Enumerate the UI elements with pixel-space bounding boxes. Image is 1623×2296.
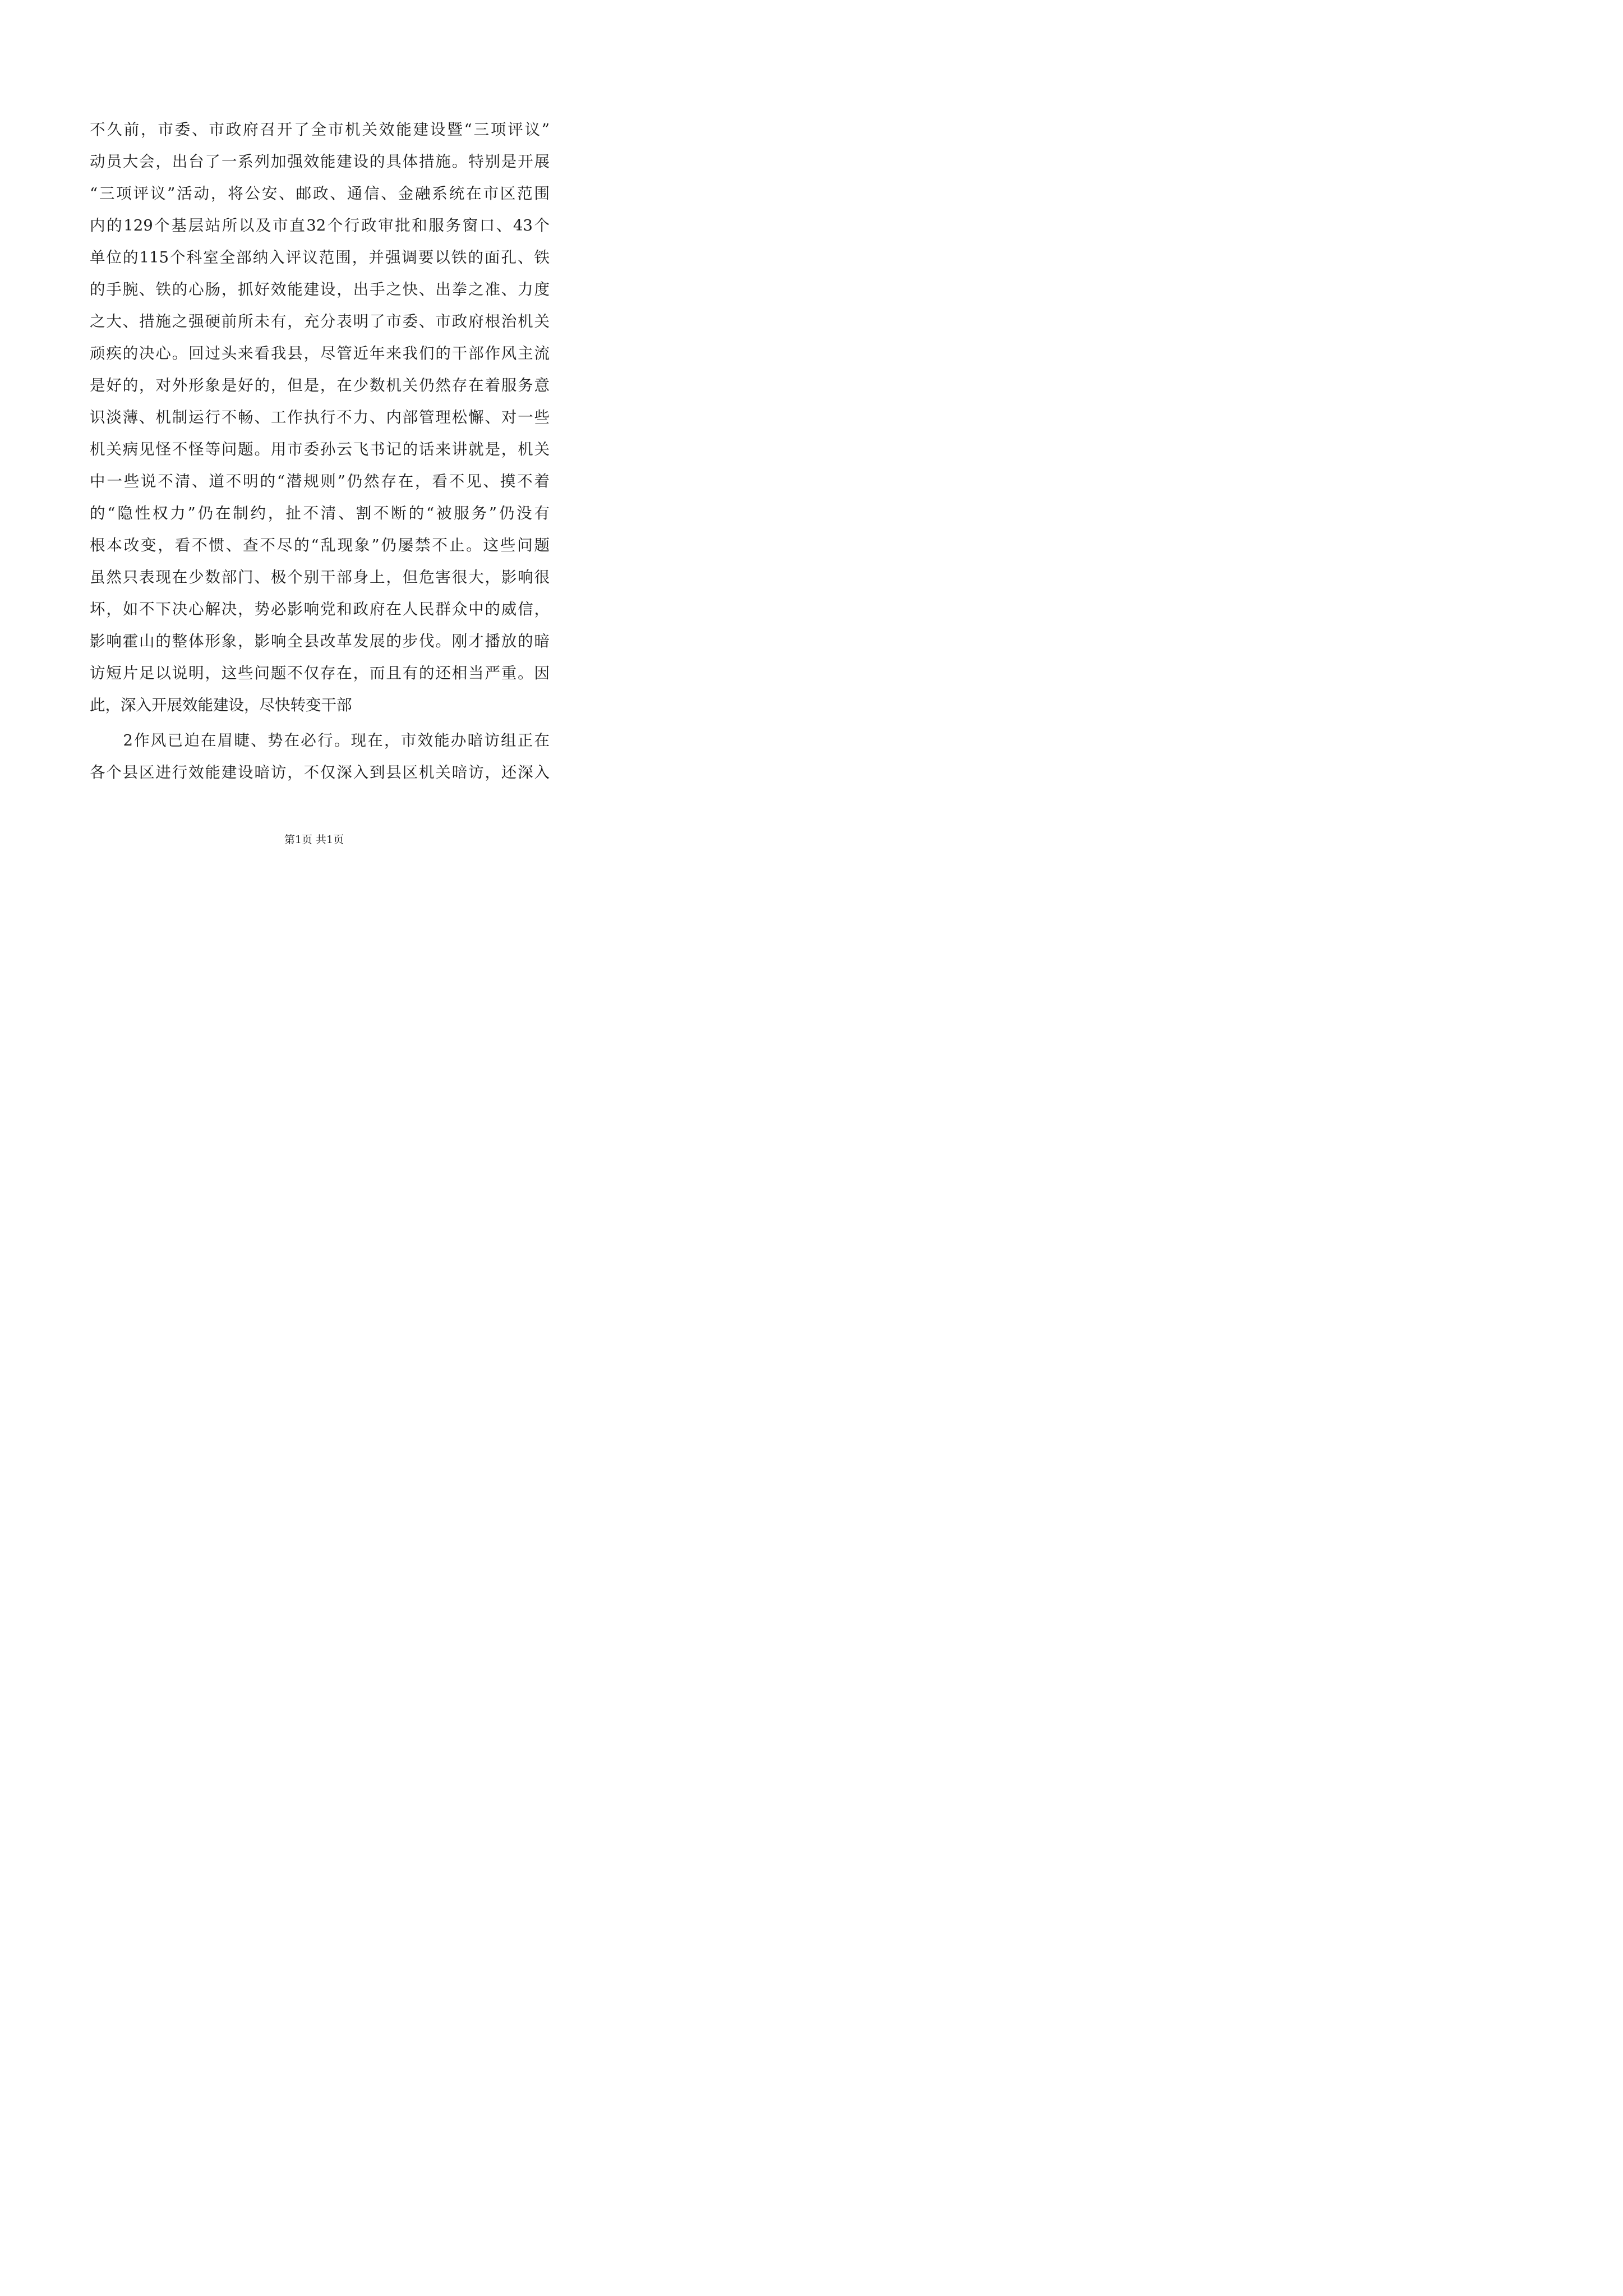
text-line: 单位的115个科室全部纳入评议范围，并强调要以铁的面孔、铁 (90, 249, 550, 266)
text-line: 之大、措施之强硬前所未有，充分表明了市委、市政府根治机关 (90, 312, 550, 330)
text-line: “三项评议”活动，将公安、邮政、通信、金融系统在市区范围 (90, 185, 550, 203)
text-line: 中一些说不清、道不明的“潜规则”仍然存在，看不见、摸不着 (90, 472, 550, 490)
text-line: 根本改变，看不惯、查不尽的“乱现象”仍屡禁不止。这些问题 (90, 536, 550, 554)
page-footer: 第1页 共1页 (284, 834, 344, 846)
text-line: 虽然只表现在少数部门、极个别干部身上，但危害很大，影响很 (90, 568, 550, 586)
text-line: 各个县区进行效能建设暗访，不仅深入到县区机关暗访，还深入 (90, 763, 550, 781)
text-line: 的“隐性权力”仍在制约，扯不清、割不断的“被服务”仍没有 (90, 504, 550, 522)
text-line: 坏，如不下决心解决，势必影响党和政府在人民群众中的威信， (90, 600, 550, 618)
text-line: 识淡薄、机制运行不畅、工作执行不力、内部管理松懈、对一些 (90, 408, 550, 426)
text-line: 不久前，市委、市政府召开了全市机关效能建设暨“三项评议” (90, 121, 550, 139)
text-line: 影响霍山的整体形象，影响全县改革发展的步伐。刚才播放的暗 (90, 632, 550, 650)
document-page (0, 0, 628, 889)
text-line: 2作风已迫在眉睫、势在必行。现在，市效能办暗访组正在 (90, 731, 550, 749)
text-line: 此，深入开展效能建设，尽快转变干部 (90, 696, 352, 714)
text-line: 机关病见怪不怪等问题。用市委孙云飞书记的话来讲就是，机关 (90, 440, 550, 458)
text-line: 内的129个基层站所以及市直32个行政审批和服务窗口、43个 (90, 217, 550, 234)
text-line: 动员大会，出台了一系列加强效能建设的具体措施。特别是开展 (90, 153, 550, 171)
text-line: 顽疾的决心。回过头来看我县，尽管近年来我们的干部作风主流 (90, 344, 550, 362)
body-text (90, 114, 550, 789)
text-line: 访短片足以说明，这些问题不仅存在，而且有的还相当严重。因 (90, 664, 550, 682)
text-line: 的手腕、铁的心肠，抓好效能建设，出手之快、出拳之准、力度 (90, 280, 550, 298)
text-line: 是好的，对外形象是好的，但是，在少数机关仍然存在着服务意 (90, 376, 550, 394)
